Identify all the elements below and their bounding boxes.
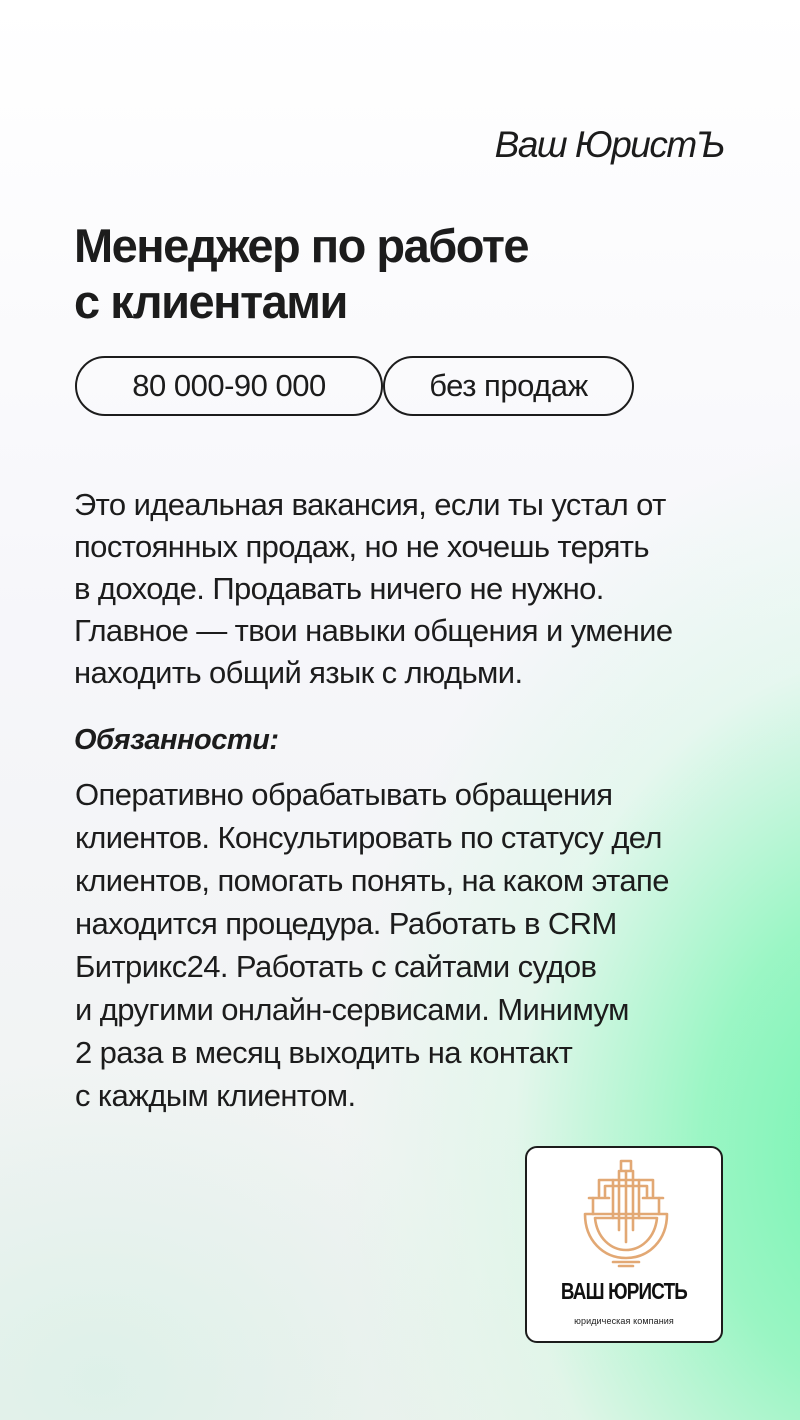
intro-line: Это идеальная вакансия, если ты устал от	[74, 487, 666, 522]
salary-tag: 80 000-90 000	[75, 356, 383, 416]
company-logo-card	[525, 1146, 723, 1343]
intro-line: Главное — твои навыки общения и умение	[74, 613, 673, 648]
duties-line: находится процедура. Работать в CRM	[75, 906, 617, 941]
duties-line: клиентов. Консультировать по статусу дел	[75, 820, 662, 855]
duties-line: с каждым клиентом.	[75, 1078, 356, 1113]
duties-line: клиентов, помогать понять, на каком этапе	[75, 863, 669, 898]
duties-line: и другими онлайн-сервисами. Минимум	[75, 992, 629, 1027]
vacancy-title-line-2: с клиентами	[74, 275, 347, 328]
vacancy-title	[74, 218, 694, 330]
brand-wordmark: Ваш ЮристЪ	[494, 124, 724, 165]
vacancy-title-line-1: Менеджер по работе	[74, 219, 528, 272]
intro-paragraph	[74, 484, 764, 694]
intro-line: в доходе. Продавать ничего не нужно.	[74, 571, 604, 606]
duties-line: 2 раза в месяц выходить на контакт	[75, 1035, 573, 1070]
duties-heading: Обязанности:	[74, 724, 279, 756]
company-logo-subtitle: юридическая компания	[574, 1316, 674, 1326]
scales-of-justice-icon	[583, 1158, 669, 1270]
duties-line: Битрикс24. Работать с сайтами судов	[75, 949, 597, 984]
intro-line: находить общий язык с людьми.	[74, 655, 523, 690]
duties-line: Оперативно обрабатывать обращения	[75, 777, 613, 812]
no-sales-tag: без продаж	[383, 356, 634, 416]
duties-paragraph	[75, 773, 765, 1117]
intro-line: постоянных продаж, но не хочешь терять	[74, 529, 649, 564]
company-logo-name: ВАШ ЮРИСТЬ	[560, 1278, 688, 1304]
